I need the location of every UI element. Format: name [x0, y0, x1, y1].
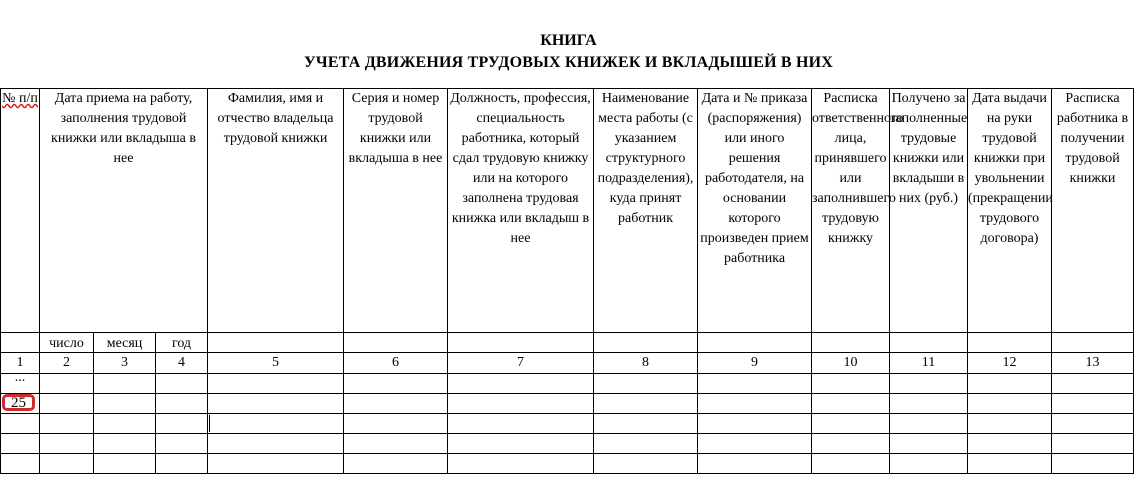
column-number: 9 [698, 353, 812, 374]
table-cell[interactable] [890, 394, 968, 414]
row-number-highlighted[interactable] [1, 394, 40, 414]
table-cell[interactable] [208, 454, 344, 474]
table-cell[interactable] [208, 434, 344, 454]
table-cell[interactable] [448, 454, 594, 474]
column-number: 11 [890, 353, 968, 374]
table-cell[interactable] [344, 374, 448, 394]
table-cell[interactable] [344, 434, 448, 454]
table-cell[interactable] [1, 414, 40, 434]
column-number: 1 [1, 353, 40, 374]
header-col-order: Дата и № приказа (распоряжения) или иного решения работодателя, на основании которого произведен прием работника [698, 89, 812, 333]
header-row [1, 89, 1134, 333]
table-cell[interactable] [890, 374, 968, 394]
table-row [1, 434, 1134, 454]
subheader-day: число [40, 333, 94, 353]
table-cell[interactable] [698, 374, 812, 394]
highlighted-number-box: 25 [2, 394, 35, 411]
table-cell[interactable] [156, 434, 208, 454]
table-cell[interactable] [40, 414, 94, 434]
table-cell[interactable] [40, 394, 94, 414]
column-number: 3 [94, 353, 156, 374]
column-number: 13 [1052, 353, 1134, 374]
table-cell[interactable] [594, 454, 698, 474]
subheader-empty [344, 333, 448, 353]
table-cell[interactable] [344, 414, 448, 434]
table-cell[interactable] [594, 434, 698, 454]
table-cell[interactable] [698, 394, 812, 414]
table-cell[interactable] [594, 374, 698, 394]
subheader-empty [812, 333, 890, 353]
table-cell[interactable] [344, 394, 448, 414]
subheader-year: год [156, 333, 208, 353]
table-row [1, 374, 1134, 394]
column-number: 8 [594, 353, 698, 374]
table-cell[interactable] [1, 434, 40, 454]
header-col-number: № п/п [1, 89, 40, 333]
table-cell[interactable] [156, 374, 208, 394]
column-number-row [1, 353, 1134, 374]
table-row [1, 414, 1134, 434]
table-cell[interactable] [968, 374, 1052, 394]
header-col-workplace: Наименование места работы (с указанием структурного подразделения), куда принят работник [594, 89, 698, 333]
subheader-empty [1052, 333, 1134, 353]
header-col-receipt-employee: Расписка работника в получении трудовой книжки [1052, 89, 1134, 333]
table-cell[interactable] [968, 414, 1052, 434]
table-cell[interactable] [208, 394, 344, 414]
table-cell[interactable] [40, 374, 94, 394]
table-cell[interactable] [812, 434, 890, 454]
table-cell[interactable] [594, 414, 698, 434]
table-cell[interactable] [40, 434, 94, 454]
subheader-empty [698, 333, 812, 353]
table-cell[interactable] [94, 394, 156, 414]
column-number: 2 [40, 353, 94, 374]
column-number: 12 [968, 353, 1052, 374]
table-cell[interactable] [812, 454, 890, 474]
subheader-empty [448, 333, 594, 353]
title-line-book: КНИГА [540, 32, 597, 49]
subheader-empty [594, 333, 698, 353]
table-cell[interactable] [812, 414, 890, 434]
table-cell[interactable] [94, 414, 156, 434]
column-number: 6 [344, 353, 448, 374]
table-cell[interactable] [968, 434, 1052, 454]
subheader-empty [208, 333, 344, 353]
table-cell[interactable] [448, 394, 594, 414]
table-row [1, 394, 1134, 414]
subheader-empty [890, 333, 968, 353]
table-cell[interactable] [1052, 414, 1134, 434]
header-col-fullname: Фамилия, имя и отчество владельца трудовой книжки [208, 89, 344, 333]
table-cell[interactable] [1052, 394, 1134, 414]
table-cell[interactable] [344, 454, 448, 474]
column-number: 7 [448, 353, 594, 374]
subheader-empty [968, 333, 1052, 353]
table-cell[interactable] [1052, 374, 1134, 394]
table-cell[interactable] [40, 454, 94, 474]
header-col-position: Должность, профессия, специальность работника, который сдал трудовую книжку или на которого заполнена трудовая книжка или вкладыш в нее [448, 89, 594, 333]
table-row [1, 454, 1134, 474]
table-cell[interactable] [968, 454, 1052, 474]
table-cell[interactable] [890, 434, 968, 454]
table-cell[interactable] [156, 414, 208, 434]
table-cell[interactable] [94, 454, 156, 474]
table-cell[interactable] [698, 434, 812, 454]
header-col-date: Дата приема на работу, заполнения трудовой книжки или вкладыша в нее [40, 89, 208, 333]
column-number: 4 [156, 353, 208, 374]
header-col-received-rub: Получено за заполненные трудовые книжки или вкладыши в них (руб.) [890, 89, 968, 333]
table-cell[interactable] [812, 374, 890, 394]
table-cell[interactable] [448, 374, 594, 394]
table-cell[interactable] [594, 394, 698, 414]
table-cell[interactable] [812, 394, 890, 414]
row-number-ellipsis[interactable]: ... [1, 374, 40, 394]
subheader-month: месяц [94, 333, 156, 353]
table-cell[interactable] [208, 374, 344, 394]
table-cell[interactable] [1052, 434, 1134, 454]
subheader-empty [1, 333, 40, 353]
table-cell[interactable] [156, 454, 208, 474]
table-cell[interactable] [890, 414, 968, 434]
table-cell[interactable] [94, 434, 156, 454]
table-cell[interactable] [698, 414, 812, 434]
title-line-subtitle: УЧЕТА ДВИЖЕНИЯ ТРУДОВЫХ КНИЖЕК И ВКЛАДЫШЕЙ В НИХ [303, 54, 834, 71]
header-col-receipt-responsible: Расписка ответственного лица, принявшего или заполнившего трудовую книжку [812, 89, 890, 333]
text-cursor [209, 415, 210, 432]
table-cell[interactable] [156, 394, 208, 414]
table-cell[interactable] [968, 394, 1052, 414]
header-col-issue-date: Дата выдачи на руки трудовой книжки при увольнении (прекращении трудового договора) [968, 89, 1052, 333]
table-cell[interactable] [448, 414, 594, 434]
table-cell[interactable] [448, 434, 594, 454]
table-cell[interactable] [890, 454, 968, 474]
register-table [0, 88, 1134, 474]
table-cell[interactable] [698, 454, 812, 474]
subheader-row [1, 333, 1134, 353]
table-cell[interactable] [1, 454, 40, 474]
column-number: 10 [812, 353, 890, 374]
document-title [0, 30, 1137, 74]
table-cell-active[interactable] [208, 414, 344, 434]
header-col-series: Серия и номер трудовой книжки или вкладыша в нее [344, 89, 448, 333]
table-cell[interactable] [94, 374, 156, 394]
table-cell[interactable] [1052, 454, 1134, 474]
column-number: 5 [208, 353, 344, 374]
